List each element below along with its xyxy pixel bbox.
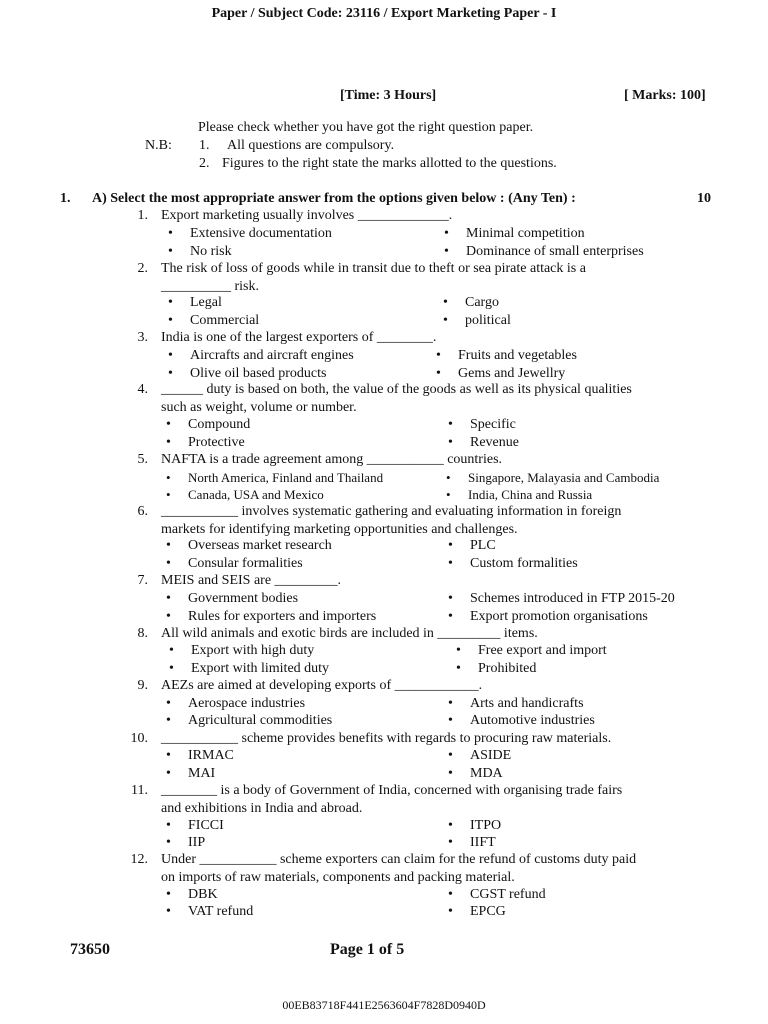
bullet-icon: • (446, 470, 451, 485)
mcq-option-label: ASIDE (470, 748, 512, 763)
instruction-1-num: 1. (199, 138, 210, 153)
mcq-option-label: VAT refund (188, 904, 254, 919)
mcq-option-label: Protective (188, 435, 245, 450)
bullet-icon: • (448, 818, 453, 833)
mcq-option-label: MAI (188, 766, 216, 781)
mcq-option-label: DBK (188, 887, 218, 902)
mcq-option-label: Minimal competition (466, 226, 585, 241)
bullet-icon: • (436, 366, 441, 381)
mcq-option-label: Overseas market research (188, 538, 332, 553)
paper-header-title: Paper / Subject Code: 23116 / Export Marketing Paper - I (211, 6, 557, 21)
mcq-option-label: ITPO (470, 818, 502, 833)
mcq-number: 10. (130, 731, 148, 746)
bullet-icon: • (448, 696, 453, 711)
mcq-question-text: and exhibitions in India and abroad. (161, 800, 363, 816)
mcq-option (166, 835, 205, 851)
bullet-icon: • (448, 713, 453, 728)
mcq-option (456, 661, 536, 677)
mcq-option (166, 538, 332, 554)
mcq-option-label: North America, Finland and Thailand (188, 470, 384, 485)
mcq-option (448, 748, 511, 764)
mcq-question-text: ___________ involves systematic gathering and evaluating information in foreign (161, 504, 622, 519)
mcq-question-text: markets for identifying marketing opportunities and challenges. (161, 521, 518, 537)
mcq-option-label: Aircrafts and aircraft engines (190, 348, 354, 363)
mcq-option-label: Agricultural commodities (188, 713, 333, 728)
mcq-option (168, 313, 259, 329)
mcq-option-label: CGST refund (470, 887, 546, 902)
footer-page-number: Page 1 of 5 (330, 941, 405, 958)
bullet-icon: • (448, 609, 453, 624)
mcq-option (448, 835, 496, 851)
mcq-option-label: Fruits and vegetables (458, 348, 577, 363)
mcq-option (446, 470, 659, 486)
bullet-icon: • (166, 556, 171, 571)
bullet-icon: • (166, 417, 171, 432)
mcq-option (444, 244, 644, 260)
mcq-number: 9. (137, 678, 148, 693)
bullet-icon: • (169, 643, 174, 658)
mcq-option (448, 435, 519, 451)
mcq-option (448, 417, 516, 433)
mcq-option (166, 748, 234, 764)
mcq-question-text: Export marketing usually involves _____________. (161, 208, 453, 223)
mcq-option (448, 591, 675, 607)
mcq-option-label: Aerospace industries (188, 696, 306, 711)
mcq-question-text: The risk of loss of goods while in transit due to theft or sea pirate attack is a (161, 261, 586, 276)
bullet-icon: • (448, 748, 453, 763)
mcq-option-label: Arts and handicrafts (470, 696, 584, 711)
bullet-icon: • (444, 244, 449, 259)
mcq-option (166, 713, 332, 729)
mcq-option-label: Government bodies (188, 591, 299, 606)
mcq-option (436, 348, 577, 364)
bullet-icon: • (166, 591, 171, 606)
mcq-number: 5. (137, 452, 148, 467)
mcq-option-label: IIP (188, 835, 206, 850)
bullet-icon: • (448, 417, 453, 432)
mcq-option (166, 904, 253, 920)
mcq-option (168, 244, 232, 260)
bullet-icon: • (166, 470, 171, 485)
bullet-icon: • (166, 538, 171, 553)
mcq-option-label: Schemes introduced in FTP 2015-20 (470, 591, 675, 606)
mcq-option (448, 696, 584, 712)
bullet-icon: • (448, 538, 453, 553)
mcq-option (448, 818, 501, 834)
mcq-option-label: FICCI (188, 818, 224, 833)
bullet-icon: • (168, 226, 173, 241)
mcq-option (168, 226, 332, 242)
mcq-option (448, 766, 503, 782)
mcq-option-label: Consular formalities (188, 556, 303, 571)
marks-label: [ Marks: 100] (624, 88, 706, 103)
mcq-option-label: Revenue (470, 435, 519, 450)
bullet-icon: • (168, 348, 173, 363)
mcq-option-label: Rules for exporters and importers (188, 609, 377, 624)
bullet-icon: • (456, 643, 461, 658)
mcq-option (443, 295, 499, 311)
mcq-option (446, 487, 592, 503)
mcq-option (166, 887, 218, 903)
mcq-option-label: Automotive industries (470, 713, 595, 728)
mcq-question-text: ________ is a body of Government of India, concerned with organising trade fairs (161, 783, 623, 798)
mcq-option (456, 643, 607, 659)
bullet-icon: • (168, 313, 173, 328)
bullet-icon: • (166, 713, 171, 728)
mcq-option-label: Legal (190, 295, 222, 310)
mcq-option (166, 487, 324, 503)
mcq-option (448, 609, 648, 625)
mcq-option-label: EPCG (470, 904, 506, 919)
mcq-question-text: ___________ scheme provides benefits with regards to procuring raw materials. (161, 731, 612, 746)
footer-paper-code: 73650 (70, 941, 110, 958)
bullet-icon: • (166, 835, 171, 850)
mcq-number: 1. (137, 208, 148, 223)
bullet-icon: • (168, 366, 173, 381)
bullet-icon: • (444, 226, 449, 241)
mcq-option-label: Dominance of small enterprises (466, 244, 644, 259)
bullet-icon: • (443, 295, 448, 310)
mcq-option (166, 818, 224, 834)
question-1-text: A) Select the most appropriate answer from the options given below : (Any Ten) : (92, 191, 576, 206)
bullet-icon: • (166, 904, 171, 919)
mcq-number: 12. (130, 852, 148, 867)
bullet-icon: • (448, 835, 453, 850)
mcq-option-label: Gems and Jewellry (458, 366, 566, 381)
mcq-option-label: MDA (470, 766, 503, 781)
mcq-option-label: Free export and import (478, 643, 607, 658)
mcq-option-label: Specific (470, 417, 516, 432)
bullet-icon: • (436, 348, 441, 363)
bullet-icon: • (448, 904, 453, 919)
bullet-icon: • (166, 766, 171, 781)
nb-label: N.B: (145, 138, 172, 153)
mcq-number: 4. (137, 382, 148, 397)
bullet-icon: • (446, 487, 451, 502)
bullet-icon: • (166, 887, 171, 902)
mcq-option-label: No risk (190, 244, 232, 259)
mcq-question-text: NAFTA is a trade agreement among ___________ countries. (161, 452, 503, 467)
mcq-question-text: India is one of the largest exporters of ________. (161, 330, 437, 345)
mcq-option-label: Export with high duty (191, 643, 315, 658)
mcq-option-label: Prohibited (478, 661, 537, 676)
mcq-option-label: Singapore, Malayasia and Cambodia (468, 470, 660, 485)
mcq-option (166, 609, 376, 625)
mcq-option (166, 470, 383, 486)
mcq-option (168, 348, 354, 364)
mcq-option (448, 887, 546, 903)
footer-hash: 00EB83718F441E2563604F7828D0940D (282, 998, 486, 1012)
mcq-option-label: PLC (470, 538, 496, 553)
mcq-option (166, 417, 250, 433)
bullet-icon: • (166, 609, 171, 624)
mcq-number: 11. (131, 783, 148, 798)
mcq-option (166, 435, 245, 451)
question-1-number: 1. (60, 191, 71, 206)
mcq-question-text: All wild animals and exotic birds are included in _________ items. (161, 626, 538, 641)
mcq-option-label: Extensive documentation (190, 226, 332, 241)
mcq-option (166, 766, 215, 782)
mcq-number: 7. (137, 573, 148, 588)
bullet-icon: • (166, 487, 171, 502)
mcq-question-text: such as weight, volume or number. (161, 399, 357, 415)
bullet-icon: • (166, 435, 171, 450)
mcq-option-label: India, China and Russia (468, 487, 593, 502)
instruction-1-text: All questions are compulsory. (227, 138, 395, 153)
mcq-number: 8. (137, 626, 148, 641)
bullet-icon: • (448, 435, 453, 450)
bullet-icon: • (448, 556, 453, 571)
mcq-option-label: political (465, 313, 511, 328)
mcq-option (443, 313, 511, 329)
mcq-option-label: Compound (188, 417, 251, 432)
mcq-option (166, 591, 298, 607)
mcq-option-label: Olive oil based products (190, 366, 327, 381)
bullet-icon: • (168, 295, 173, 310)
bullet-icon: • (448, 887, 453, 902)
mcq-option (448, 904, 506, 920)
bullet-icon: • (169, 661, 174, 676)
mcq-question-text: __________ risk. (161, 278, 259, 294)
bullet-icon: • (166, 696, 171, 711)
mcq-option-label: Commercial (190, 313, 260, 328)
bullet-icon: • (166, 748, 171, 763)
mcq-question-text: ______ duty is based on both, the value of the goods as well as its physical qualities (161, 382, 632, 397)
mcq-option (448, 556, 578, 572)
mcq-option (444, 226, 585, 242)
instruction-intro: Please check whether you have got the right question paper. (198, 120, 534, 135)
mcq-option (169, 661, 329, 677)
mcq-question-text: AEZs are aimed at developing exports of ____________. (161, 678, 483, 693)
mcq-option-label: Cargo (465, 295, 499, 310)
mcq-option-label: Export with limited duty (191, 661, 330, 676)
mcq-option-label: IIFT (470, 835, 496, 850)
instruction-2-text: Figures to the right state the marks allotted to the questions. (222, 156, 557, 171)
mcq-option (168, 366, 326, 382)
mcq-question-text: Under ___________ scheme exporters can claim for the refund of customs duty paid (161, 852, 637, 867)
instruction-2-num: 2. (199, 156, 210, 171)
question-1-marks: 10 (697, 191, 711, 206)
mcq-option (166, 696, 305, 712)
bullet-icon: • (443, 313, 448, 328)
mcq-option-label: Canada, USA and Mexico (188, 487, 324, 502)
mcq-number: 2. (137, 261, 148, 276)
bullet-icon: • (456, 661, 461, 676)
bullet-icon: • (168, 244, 173, 259)
mcq-number: 3. (137, 330, 148, 345)
mcq-option (169, 643, 314, 659)
mcq-option (436, 366, 565, 382)
mcq-option-label: IRMAC (188, 748, 234, 763)
mcq-option (168, 295, 222, 311)
mcq-option (166, 556, 303, 572)
mcq-option (448, 713, 595, 729)
time-label: [Time: 3 Hours] (340, 88, 437, 103)
mcq-option (448, 538, 496, 554)
bullet-icon: • (448, 591, 453, 606)
mcq-option-label: Export promotion organisations (470, 609, 648, 624)
bullet-icon: • (448, 766, 453, 781)
bullet-icon: • (166, 818, 171, 833)
mcq-number: 6. (137, 504, 148, 519)
mcq-option-label: Custom formalities (470, 556, 578, 571)
mcq-question-text: MEIS and SEIS are _________. (161, 573, 342, 588)
mcq-question-text: on imports of raw materials, components and packing material. (161, 869, 515, 885)
